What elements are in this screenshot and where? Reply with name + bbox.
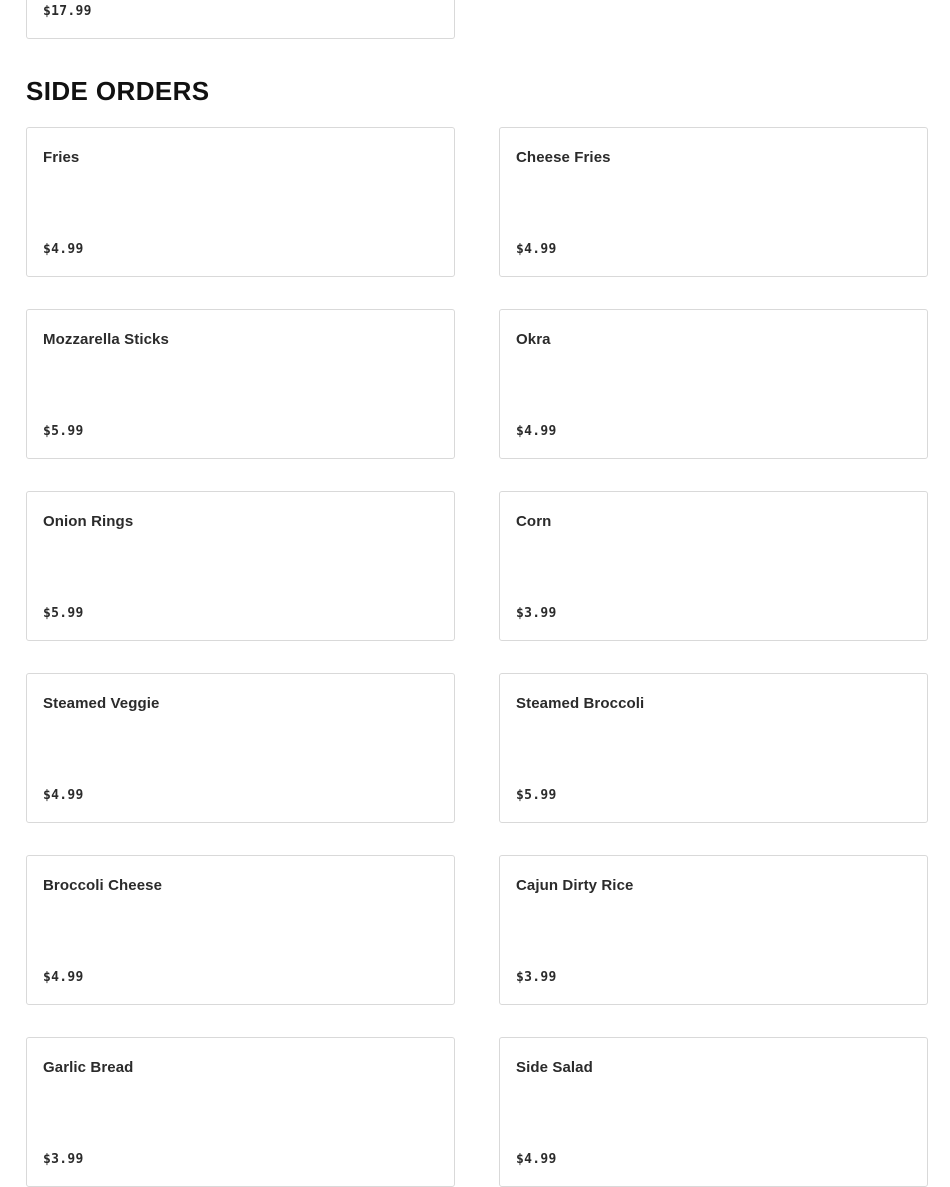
menu-item-price: $17.99 [43, 4, 92, 19]
menu-item-card[interactable] [499, 127, 928, 277]
menu-item-grid [26, 127, 928, 1187]
menu-item-price: $4.99 [43, 788, 84, 803]
menu-item-price: $4.99 [43, 970, 84, 985]
menu-item-name: Garlic Bread [43, 1059, 134, 1076]
menu-item-name: Cajun Dirty Rice [516, 877, 634, 894]
menu-item-card[interactable] [499, 673, 928, 823]
menu-item-card[interactable] [26, 127, 455, 277]
menu-item-name: Steamed Veggie [43, 695, 160, 712]
menu-content [26, 0, 928, 1187]
menu-item-name: Steamed Broccoli [516, 695, 645, 712]
menu-item-card[interactable] [26, 1037, 455, 1187]
menu-item-price: $3.99 [43, 1152, 84, 1167]
menu-item-card[interactable] [499, 855, 928, 1005]
menu-item-card-previous[interactable] [26, 0, 455, 39]
menu-item-price: $4.99 [43, 242, 84, 257]
menu-item-name: Cheese Fries [516, 149, 611, 166]
menu-item-price: $4.99 [516, 242, 557, 257]
menu-item-name: Onion Rings [43, 513, 134, 530]
menu-item-card[interactable] [26, 673, 455, 823]
menu-item-card[interactable] [499, 309, 928, 459]
menu-item-price: $4.99 [516, 424, 557, 439]
menu-item-name: Broccoli Cheese [43, 877, 163, 894]
menu-item-price: $5.99 [43, 606, 84, 621]
menu-item-card[interactable] [499, 491, 928, 641]
menu-item-name: Side Salad [516, 1059, 593, 1076]
menu-item-name: Corn [516, 513, 552, 530]
menu-item-card[interactable] [499, 1037, 928, 1187]
menu-item-price: $3.99 [516, 970, 557, 985]
menu-item-card[interactable] [26, 855, 455, 1005]
menu-item-price: $3.99 [516, 606, 557, 621]
menu-item-name: Fries [43, 149, 80, 166]
menu-item-card[interactable] [26, 309, 455, 459]
menu-item-card[interactable] [26, 491, 455, 641]
section-title: SIDE ORDERS [26, 76, 210, 106]
menu-item-price: $4.99 [516, 1152, 557, 1167]
menu-item-name: Mozzarella Sticks [43, 331, 169, 348]
menu-item-name: Okra [516, 331, 551, 348]
menu-item-price: $5.99 [43, 424, 84, 439]
menu-item-price: $5.99 [516, 788, 557, 803]
